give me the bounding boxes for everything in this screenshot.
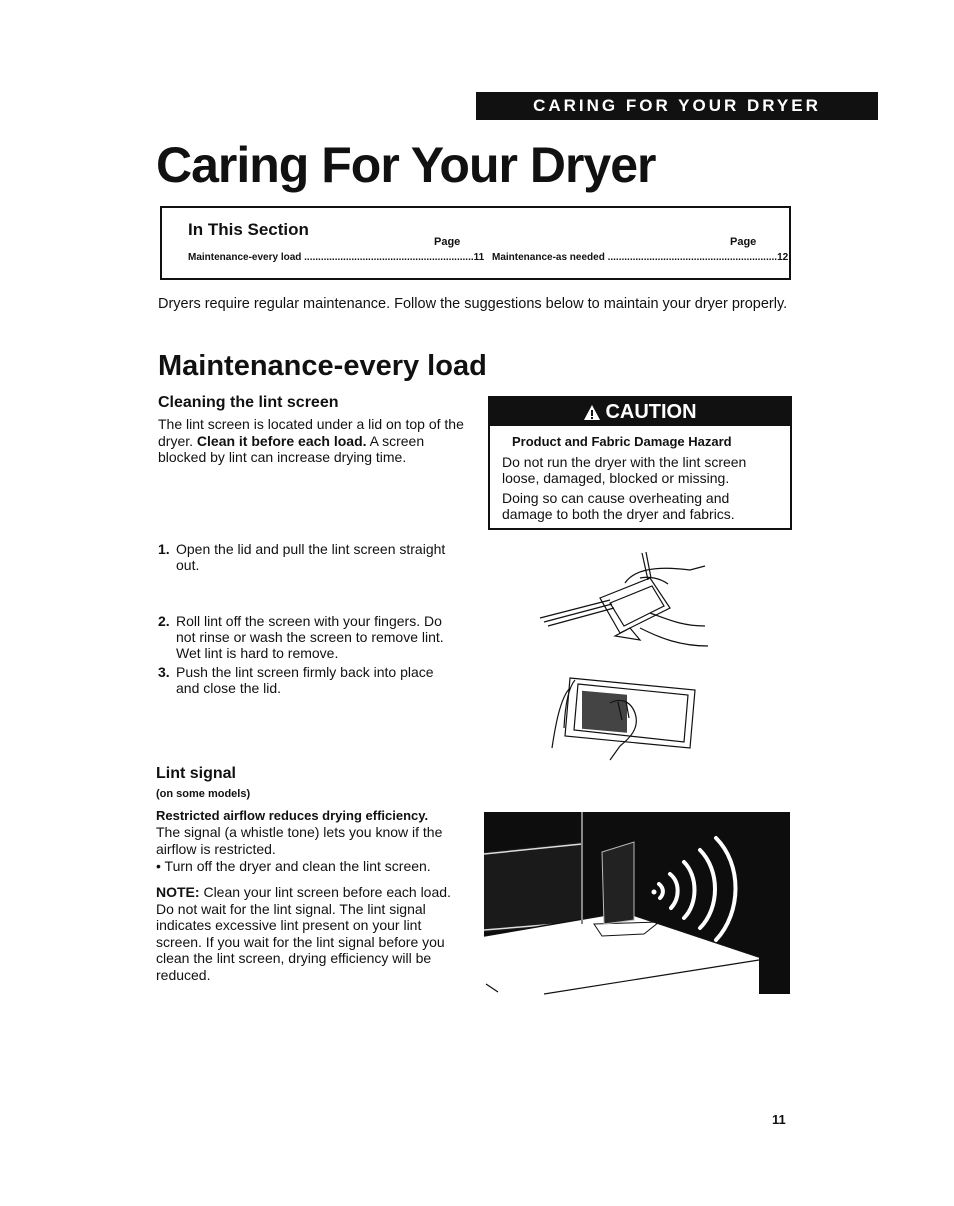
note-text: Clean your lint screen before each load. Do not wait for the lint signal. The lint signal indicates excessive lint present on your lint screen. If you wait for the lint signal before you clean the lint screen, drying efficiency will be reduced. xyxy=(156,884,451,983)
step-number: 1. xyxy=(158,541,170,557)
section-banner: CARING FOR YOUR DRYER xyxy=(476,92,878,120)
toc-entry-page: 11 xyxy=(473,252,485,263)
lint-signal-heading: Lint signal xyxy=(156,765,236,782)
toc-dots: ............................................................. xyxy=(301,252,474,263)
para-text: The lint screen is located under a lid on top of the dryer. xyxy=(158,416,464,449)
caution-text: Do not run the dryer with the lint screen loose, damaged, blocked or missing. xyxy=(502,454,747,486)
caution-label: CAUTION xyxy=(605,400,697,423)
in-this-section-box xyxy=(160,206,791,280)
lint-screen-paragraph xyxy=(158,416,466,466)
lint-signal-bullet: • Turn off the dryer and clean the lint screen. xyxy=(156,858,431,874)
para-bold: Clean it before each load. xyxy=(196,432,367,449)
note-label: NOTE: xyxy=(156,884,200,900)
toc-entry-page: 12 xyxy=(777,252,789,263)
step-number: 2. xyxy=(158,613,170,629)
caution-box xyxy=(488,396,792,530)
lint-signal-line: Restricted airflow reduces drying efficiency. xyxy=(156,808,429,823)
step-text: Push the lint screen firmly back into place and close the lid. xyxy=(176,664,434,696)
step-item xyxy=(158,664,458,696)
caution-title: Product and Fabric Damage Hazard xyxy=(512,434,732,449)
warning-icon xyxy=(583,404,601,421)
lint-signal-sub: (on some models) xyxy=(156,788,251,800)
step-item xyxy=(158,541,458,573)
subheading: Cleaning the lint screen xyxy=(158,394,339,411)
toc-entry-label: Maintenance-every load xyxy=(188,252,302,263)
lint-screen-cleaning-illustration xyxy=(550,668,700,760)
section-heading: Maintenance-every load xyxy=(158,350,487,382)
toc-entry[interactable] xyxy=(188,252,485,263)
toc-dots: ............................................................. xyxy=(604,252,778,263)
toc-page-label: Page xyxy=(434,236,461,248)
step-item xyxy=(158,613,458,661)
toc-entry-label: Maintenance-as needed xyxy=(492,252,605,263)
toc-header: In This Section xyxy=(188,220,309,239)
page-number: 11 xyxy=(772,1112,786,1127)
toc-page-label: Page xyxy=(730,236,757,248)
toc-entry[interactable] xyxy=(492,252,789,263)
step-text: Open the lid and pull the lint screen straight out. xyxy=(176,541,446,573)
lint-signal-note xyxy=(156,884,456,983)
page-title: Caring For Your Dryer xyxy=(156,137,656,193)
lint-signal-line: The signal (a whistle tone) lets you know if the airflow is restricted. xyxy=(156,824,443,857)
para-text: A screen blocked by lint can increase drying time. xyxy=(158,432,425,465)
step-number: 3. xyxy=(158,664,170,680)
intro-text: Dryers require regular maintenance. Follow the suggestions below to maintain your dryer properly. xyxy=(158,296,788,312)
lint-signal-illustration xyxy=(484,812,790,998)
lint-screen-removal-illustration xyxy=(540,548,720,658)
step-text: Roll lint off the screen with your fingers. Do not rinse or wash the screen to remove lint. Wet lint is hard to remove. xyxy=(176,613,444,661)
caution-text: Doing so can cause overheating and damage to both the dryer and fabrics. xyxy=(502,490,735,522)
caution-bar xyxy=(490,398,790,426)
